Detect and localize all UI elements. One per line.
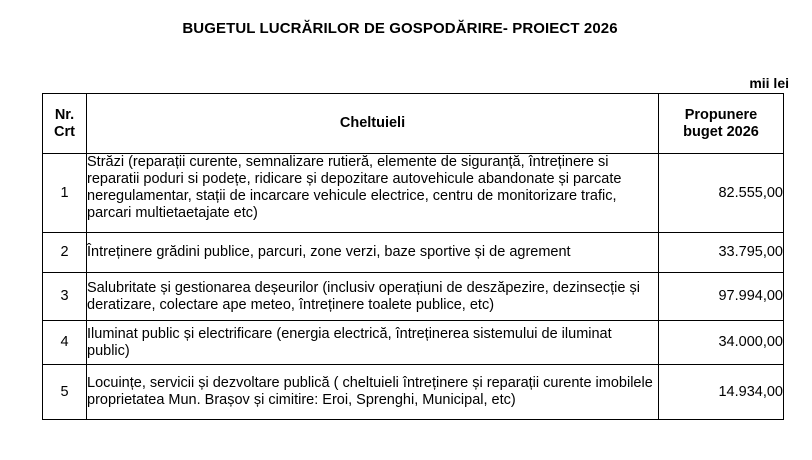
row-value: 33.795,00 [659,233,784,273]
row-nr: 1 [43,154,87,233]
unit-label: mii lei [749,75,789,91]
row-description: Străzi (reparații curente, semnalizare rutieră, elemente de siguranță, întreținere si reparatii poduri si podețe, ridicare și depozitare autovehicule abandonate și parcate neregulamentar, stații de incarcare vehicule electrice, centru de monitorizare trafic, parcari multietaetajate etc) [87,154,659,233]
table-row [43,365,784,420]
row-value: 14.934,00 [659,365,784,420]
table-row [43,233,784,273]
column-header-nr-line2: Crt [54,123,75,140]
budget-table [42,93,784,420]
row-nr: 5 [43,365,87,420]
column-header-nr-line1: Nr. [54,106,75,123]
column-header-value-line2: buget 2026 [683,123,759,140]
row-description: Salubritate și gestionarea deșeurilor (inclusiv operațiuni de deszăpezire, dezinsecție și deratizare, colectare ape meteo, întreținere toalete publice, etc) [87,273,659,321]
column-header-value-line1: Propunere [684,106,758,123]
table-row [43,273,784,321]
row-value: 34.000,00 [659,321,784,365]
column-header-value [659,94,784,154]
row-nr: 3 [43,273,87,321]
table-row [43,154,784,233]
table-header-row [43,94,784,154]
row-description: Locuințe, servicii și dezvoltare publică ( cheltuieli întreținere și reparații curente imobilele proprietatea Mun. Brașov și cimitire: Eroi, Sprenghi, Municipal, etc) [87,365,659,420]
column-header-nr [43,94,87,154]
page-title: BUGETUL LUCRĂRILOR DE GOSPODĂRIRE- PROIECT 2026 [182,20,618,37]
row-value: 82.555,00 [659,154,784,233]
row-description: Iluminat public și electrificare (energia electrică, întreținerea sistemului de iluminat public) [87,321,659,365]
row-nr: 4 [43,321,87,365]
row-description: Întreținere grădini publice, parcuri, zone verzi, baze sportive și de agrement [87,233,659,273]
row-value: 97.994,00 [659,273,784,321]
column-header-desc: Cheltuieli [87,94,659,154]
table-row [43,321,784,365]
row-nr: 2 [43,233,87,273]
